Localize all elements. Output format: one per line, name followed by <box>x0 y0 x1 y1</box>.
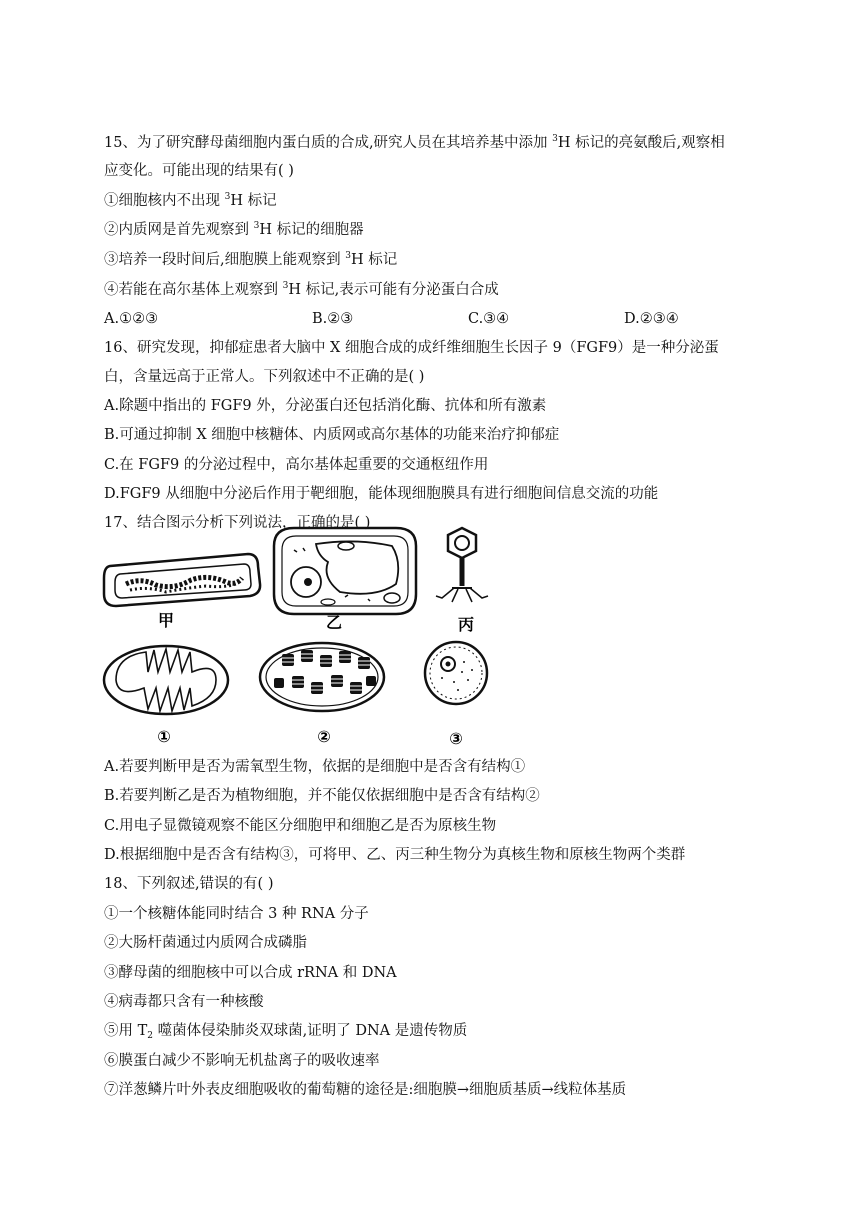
q15-option-b: B.②③ <box>312 311 354 327</box>
mitochondrion-drawing <box>104 646 228 714</box>
q15-stem-line1: 15、为了研究酵母菌细胞内蛋白质的合成,研究人员在其培养基中添加 $^3$H 标记的亮氨酸后,观察相 <box>104 134 725 151</box>
virus-bing-drawing <box>436 528 488 602</box>
label-1: ① <box>157 727 171 746</box>
q18-statement-4: ④病毒都只含有一种核酸 <box>104 994 264 1010</box>
q17-stem: 17、结合图示分析下列说法，正确的是( ) <box>104 515 371 531</box>
label-2: ② <box>317 727 331 746</box>
q18-statement-3: ③酵母菌的细胞核中可以合成 rRNA 和 DNA <box>104 965 397 981</box>
q17-option-b: B.若要判断乙是否为植物细胞，并不能仅依据细胞中是否含有结构② <box>104 788 540 804</box>
q15-statement-3: ③培养一段时间后,细胞膜上能观察到 $^3$H 标记 <box>104 251 398 268</box>
q15-option-a: A.①②③ <box>104 311 159 327</box>
nucleus-drawing <box>425 642 487 704</box>
label-yi: 乙 <box>325 613 343 632</box>
cell-yi-drawing <box>274 528 416 614</box>
q15-statement-1: ①细胞核内不出现 $^3$H 标记 <box>104 192 277 209</box>
q17-option-c: C.用电子显微镜观察不能区分细胞甲和细胞乙是否为原核生物 <box>104 818 497 834</box>
q16-option-d: D.FGF9 从细胞中分泌后作用于靶细胞，能体现细胞膜具有进行细胞间信息交流的功能 <box>104 486 659 502</box>
q18-stem: 18、下列叙述,错误的有( ) <box>104 876 274 892</box>
q17-option-a: A.若要判断甲是否为需氧型生物，依据的是细胞中是否含有结构① <box>104 759 526 775</box>
label-bing: 丙 <box>457 615 475 634</box>
q15-statement-2: ②内质网是首先观察到 $^3$H 标记的细胞器 <box>104 221 364 238</box>
q16-stem-line1: 16、研究发现，抑郁症患者大脑中 X 细胞合成的成纤维细胞生长因子 9（FGF9）是一种分泌蛋 <box>104 340 719 356</box>
q16-stem-line2: 白，含量远高于正常人。下列叙述中不正确的是( ) <box>104 369 425 385</box>
q16-option-a: A.除题中指出的 FGF9 外，分泌蛋白还包括消化酶、抗体和所有激素 <box>104 398 547 414</box>
q17-option-d: D.根据细胞中是否含有结构③，可将甲、乙、丙三种生物分为真核生物和原核生物两个类群 <box>104 847 686 863</box>
q18-statement-7: ⑦洋葱鳞片叶外表皮细胞吸收的葡萄糖的途径是:细胞膜→细胞质基质→线粒体基质 <box>104 1082 627 1098</box>
q18-statement-2: ②大肠杆菌通过内质网合成磷脂 <box>104 935 307 951</box>
chloroplast-drawing <box>260 643 384 711</box>
cell-jia-drawing <box>104 554 260 606</box>
q16-option-b: B.可通过抑制 X 细胞中核糖体、内质网或高尔基体的功能来治疗抑郁症 <box>104 427 560 443</box>
label-jia: 甲 <box>157 611 175 630</box>
q15-option-c: C.③④ <box>468 311 510 327</box>
q18-statement-5: ⑤用 $T_2$ 噬菌体侵染肺炎双球菌,证明了 DNA 是遗传物质 <box>104 1023 468 1041</box>
label-3: ③ <box>449 729 463 748</box>
cell-structure-figure <box>96 522 516 754</box>
q15-stem-line2: 应变化。可能出现的结果有( ) <box>104 163 294 179</box>
q16-option-c: C.在 FGF9 的分泌过程中，高尔基体起重要的交通枢纽作用 <box>104 457 489 473</box>
q18-statement-1: ①一个核糖体能同时结合 3 种 RNA 分子 <box>104 906 369 922</box>
q18-statement-6: ⑥膜蛋白减少不影响无机盐离子的吸收速率 <box>104 1053 380 1069</box>
q15-statement-4: ④若能在高尔基体上观察到 $^3$H 标记,表示可能有分泌蛋白合成 <box>104 281 499 298</box>
q15-option-d: D.②③④ <box>624 311 679 327</box>
